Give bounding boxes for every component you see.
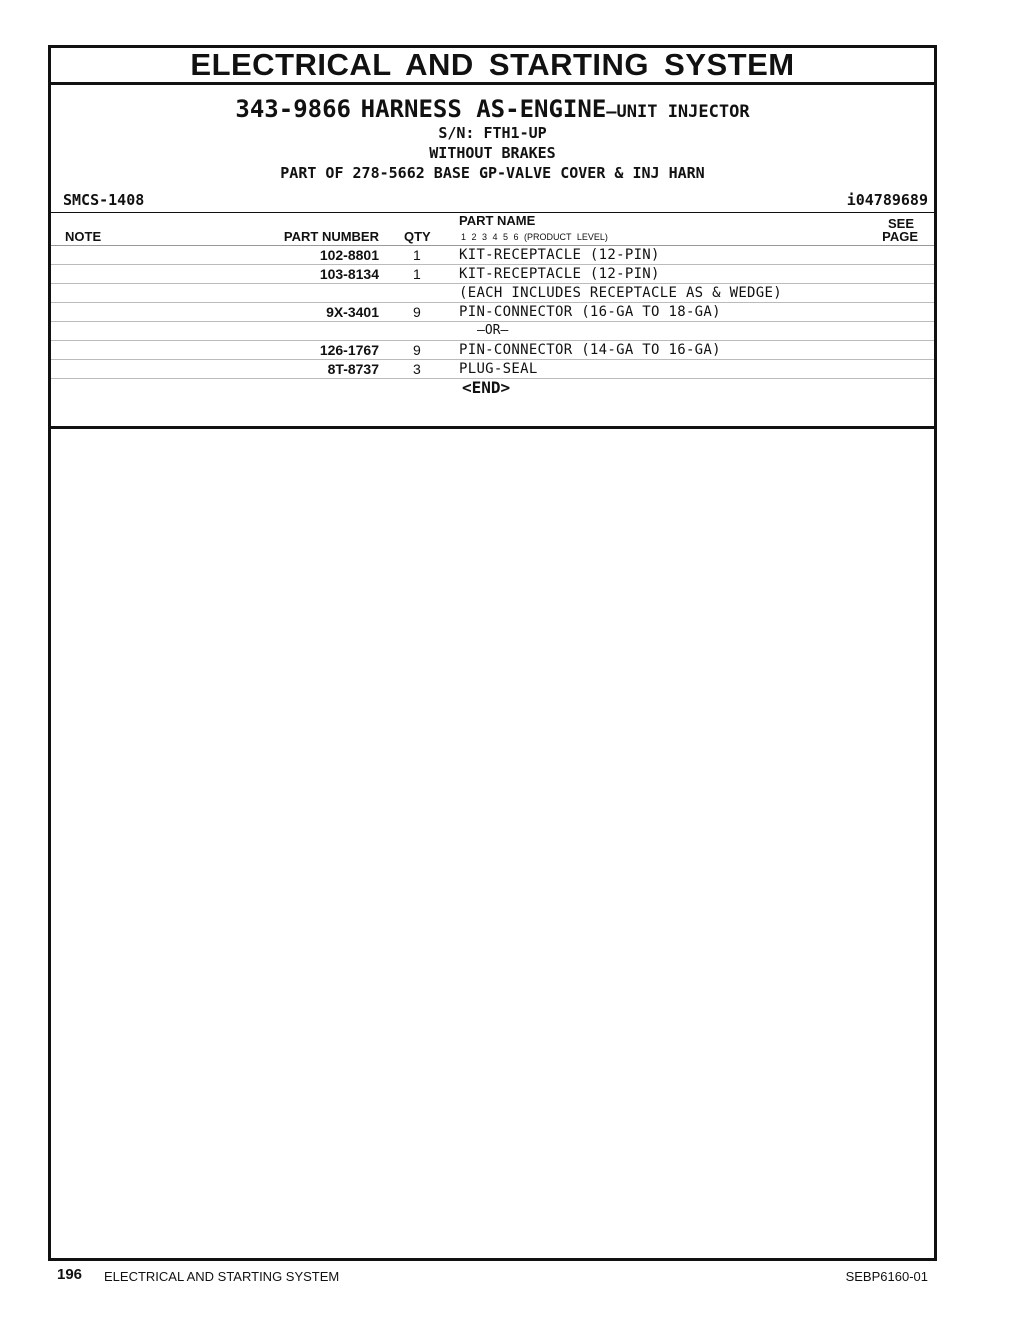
table-row: [51, 265, 934, 284]
section-divider: [51, 426, 934, 429]
col-product-levels: 1 2 3 4 5 6 (PRODUCT LEVEL): [461, 232, 608, 242]
row-part-name: KIT-RECEPTACLE (12-PIN): [459, 266, 660, 282]
footer-section: ELECTRICAL AND STARTING SYSTEM: [104, 1269, 340, 1284]
row-part-name: (EACH INCLUDES RECEPTACLE AS & WEDGE): [459, 285, 782, 301]
col-part-number: PART NUMBER: [283, 229, 379, 244]
config-note: WITHOUT BRAKES: [429, 144, 556, 162]
serial-range: S/N: FTH1-UP: [438, 124, 547, 142]
row-part-name: PIN-CONNECTOR (14-GA TO 16-GA): [459, 342, 721, 358]
row-part-name: PIN-CONNECTOR (16-GA TO 18-GA): [459, 304, 721, 320]
table-row: [51, 360, 934, 379]
table-row: [51, 284, 934, 303]
table-row: [51, 322, 934, 341]
row-qty: 1: [413, 266, 421, 282]
table-row: [51, 303, 934, 322]
row-qty: 9: [413, 342, 421, 358]
column-headers: [51, 213, 934, 246]
col-see: SEE: [887, 216, 914, 231]
col-note: NOTE: [65, 229, 102, 244]
table-row: [51, 341, 934, 360]
col-page: PAGE: [882, 229, 918, 244]
document-id: SEBP6160-01: [845, 1269, 928, 1284]
part-name: HARNESS AS-ENGINE: [360, 95, 607, 123]
end-marker: <END>: [462, 378, 511, 397]
row-part-number: 102-8801: [319, 247, 379, 263]
smcs-code: SMCS-1408: [63, 191, 145, 209]
row-part-number: 103-8134: [319, 266, 379, 282]
row-part-number: 126-1767: [319, 342, 379, 358]
part-of-note: PART OF 278-5662 BASE GP-VALVE COVER & INJ HARN: [280, 164, 705, 182]
part-header: [51, 85, 934, 213]
part-number: 343-9866: [235, 95, 351, 123]
row-part-number: 9X-3401: [326, 304, 379, 320]
page-frame: [48, 45, 937, 1261]
col-qty: QTY: [404, 229, 431, 244]
row-qty: 9: [413, 304, 421, 320]
row-part-name: KIT-RECEPTACLE (12-PIN): [459, 247, 660, 263]
page-number: 196: [57, 1266, 83, 1283]
row-qty: 1: [413, 247, 421, 263]
row-qty: 3: [413, 361, 421, 377]
section-title: ELECTRICAL AND STARTING SYSTEM: [51, 48, 934, 85]
row-part-number: 8T-8737: [327, 361, 379, 377]
row-part-name: PLUG-SEAL: [459, 361, 538, 377]
col-part-name: PART NAME: [459, 213, 536, 228]
row-alternate-marker: —OR—: [477, 323, 509, 338]
illustration-id: i04789689: [846, 191, 928, 209]
part-title: [51, 95, 934, 123]
part-suffix: —UNIT INJECTOR: [606, 102, 750, 122]
table-row: [51, 246, 934, 265]
